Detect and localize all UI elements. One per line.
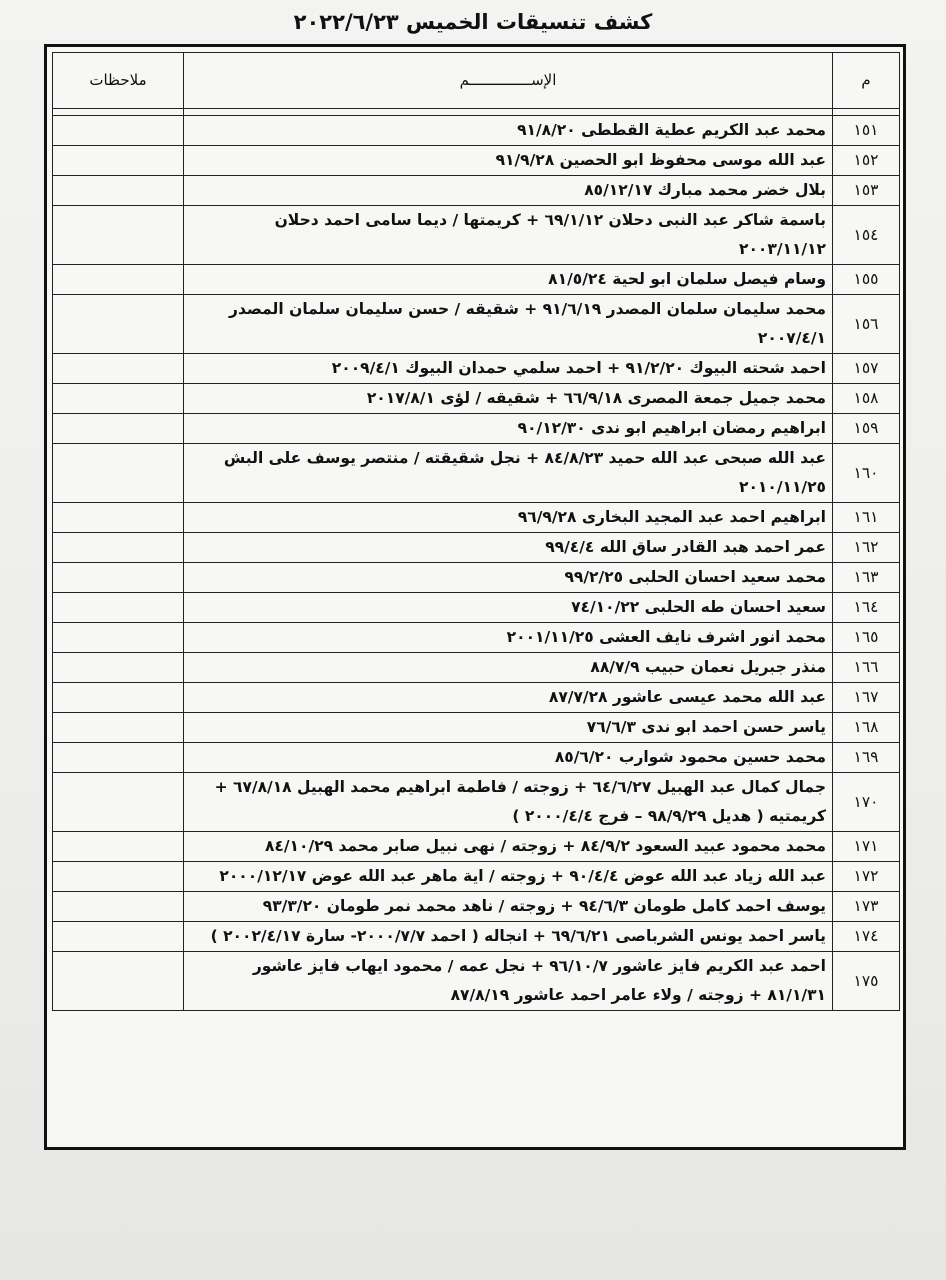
table-row [53,206,900,265]
row-number: ١٧١ [833,832,900,862]
row-name: محمد سعيد احسان الحلبى ٩٩/٢/٢٥ [184,563,833,593]
row-notes [53,503,184,533]
table-row [53,952,900,1011]
row-name: محمد محمود عبيد السعود ٨٤/٩/٢ + زوجته / نهى نبيل صابر محمد ٨٤/١٠/٢٩ [184,832,833,862]
row-notes [53,295,184,354]
row-number: ١٦٣ [833,563,900,593]
row-name: عمر احمد هبد القادر ساق الله ٩٩/٤/٤ [184,533,833,563]
header-name: الإســــــــــــــم [184,53,833,109]
table-row [53,832,900,862]
row-name: بلال خضر محمد مبارك ٨٥/١٢/١٧ [184,176,833,206]
row-notes [53,713,184,743]
row-notes [53,176,184,206]
row-notes [53,533,184,563]
table-row [53,146,900,176]
names-table [52,52,900,1011]
row-notes [53,593,184,623]
row-name: احمد عبد الكريم فايز عاشور ٩٦/١٠/٧ + نجل عمه / محمود ايهاب فايز عاشور ٨١/١/٣١ + زوجته / ولاء عامر احمد عاشور ٨٧/٨/١٩ [184,952,833,1011]
row-notes [53,773,184,832]
table-frame [44,44,906,1150]
row-name: محمد عبد الكريم عطية القططى ٩١/٨/٢٠ [184,116,833,146]
table-header-row [53,53,900,109]
row-number: ١٦٠ [833,444,900,503]
row-number: ١٧٣ [833,892,900,922]
row-number: ١٦٢ [833,533,900,563]
row-notes [53,832,184,862]
row-notes [53,683,184,713]
header-num: م [833,53,900,109]
row-notes [53,146,184,176]
row-name: عبد الله زياد عبد الله عوض ٩٠/٤/٤ + زوجته / اية ماهر عبد الله عوض ٢٠٠٠/١٢/١٧ [184,862,833,892]
table-row [53,444,900,503]
row-name: ياسر حسن احمد ابو ندى ٧٦/٦/٣ [184,713,833,743]
row-name: ابراهيم احمد عبد المجيد البخارى ٩٦/٩/٢٨ [184,503,833,533]
table-row [53,653,900,683]
row-name: منذر جبريل نعمان حبيب ٨٨/٧/٩ [184,653,833,683]
row-name: يوسف احمد كامل طومان ٩٤/٦/٣ + زوجته / ناهد محمد نمر طومان ٩٣/٣/٢٠ [184,892,833,922]
table-row [53,414,900,444]
table-row [53,773,900,832]
row-number: ١٦٦ [833,653,900,683]
row-number: ١٧٢ [833,862,900,892]
row-name: محمد حسين محمود شوارب ٨٥/٦/٢٠ [184,743,833,773]
row-number: ١٥٥ [833,265,900,295]
header-notes: ملاحظات [53,53,184,109]
row-number: ١٧٥ [833,952,900,1011]
table-row [53,683,900,713]
table-row [53,176,900,206]
table-row [53,892,900,922]
row-notes [53,892,184,922]
table-row [53,116,900,146]
table-row [53,384,900,414]
row-name: محمد جميل جمعة المصرى ٦٦/٩/١٨ + شقيقه / لؤى ٢٠١٧/٨/١ [184,384,833,414]
table-row [53,862,900,892]
table-row [53,713,900,743]
row-notes [53,653,184,683]
row-notes [53,952,184,1011]
table-body [53,109,900,1011]
table-row [53,593,900,623]
row-number: ١٥٣ [833,176,900,206]
row-notes [53,563,184,593]
row-name: ابراهيم رمضان ابراهيم ابو ندى ٩٠/١٢/٣٠ [184,414,833,444]
row-notes [53,265,184,295]
row-notes [53,384,184,414]
table-row [53,533,900,563]
row-number: ١٧٤ [833,922,900,952]
row-name: جمال كمال عبد الهبيل ٦٤/٦/٢٧ + زوجته / فاطمة ابراهيم محمد الهبيل ٦٧/٨/١٨ + كريمتيه ( هديل ٩٨/٩/٢٩ – فرج ٢٠٠٠/٤/٤ ) [184,773,833,832]
row-number: ١٥٧ [833,354,900,384]
row-number: ١٥٤ [833,206,900,265]
row-number: ١٧٠ [833,773,900,832]
row-notes [53,414,184,444]
table-row [53,295,900,354]
table-row [53,563,900,593]
table-row [53,265,900,295]
row-number: ١٦٤ [833,593,900,623]
row-name: محمد سليمان سلمان المصدر ٩١/٦/١٩ + شقيقه / حسن سليمان سلمان المصدر ٢٠٠٧/٤/١ [184,295,833,354]
table-row [53,623,900,653]
row-number: ١٦١ [833,503,900,533]
row-number: ١٦٨ [833,713,900,743]
row-name: باسمة شاكر عبد النبى دحلان ٦٩/١/١٢ + كريمتها / ديما سامى احمد دحلان ٢٠٠٣/١١/١٢ [184,206,833,265]
row-number: ١٥١ [833,116,900,146]
row-name: سعيد احسان طه الحلبى ٧٤/١٠/٢٢ [184,593,833,623]
row-name: عبد الله صبحى عبد الله حميد ٨٤/٨/٢٣ + نجل شقيقته / منتصر يوسف على البش ٢٠١٠/١١/٢٥ [184,444,833,503]
row-name: ياسر احمد يونس الشرباصى ٦٩/٦/٢١ + انجاله ( احمد ٢٠٠٠/٧/٧- سارة ٢٠٠٢/٤/١٧ ) [184,922,833,952]
row-number: ١٦٩ [833,743,900,773]
row-notes [53,116,184,146]
row-notes [53,206,184,265]
row-notes [53,354,184,384]
row-number: ١٥٢ [833,146,900,176]
row-name: محمد انور اشرف نايف العشى ٢٠٠١/١١/٢٥ [184,623,833,653]
row-notes [53,623,184,653]
table-row [53,922,900,952]
row-number: ١٥٩ [833,414,900,444]
row-name: وسام فيصل سلمان ابو لحية ٨١/٥/٢٤ [184,265,833,295]
row-notes [53,922,184,952]
row-number: ١٦٥ [833,623,900,653]
table-row [53,503,900,533]
spacer-row [53,109,900,116]
row-number: ١٦٧ [833,683,900,713]
row-notes [53,444,184,503]
row-notes [53,743,184,773]
row-number: ١٥٨ [833,384,900,414]
table-row [53,743,900,773]
table-row [53,354,900,384]
row-name: عبد الله محمد عيسى عاشور ٨٧/٧/٢٨ [184,683,833,713]
row-number: ١٥٦ [833,295,900,354]
row-name: احمد شحته البيوك ٩١/٢/٢٠ + احمد سلمي حمدان البيوك ٢٠٠٩/٤/١ [184,354,833,384]
row-notes [53,862,184,892]
page-title: كشف تنسيقات الخميس ٢٠٢٢/٦/٢٣ [293,10,653,34]
row-name: عبد الله موسى محفوظ ابو الحصين ٩١/٩/٢٨ [184,146,833,176]
